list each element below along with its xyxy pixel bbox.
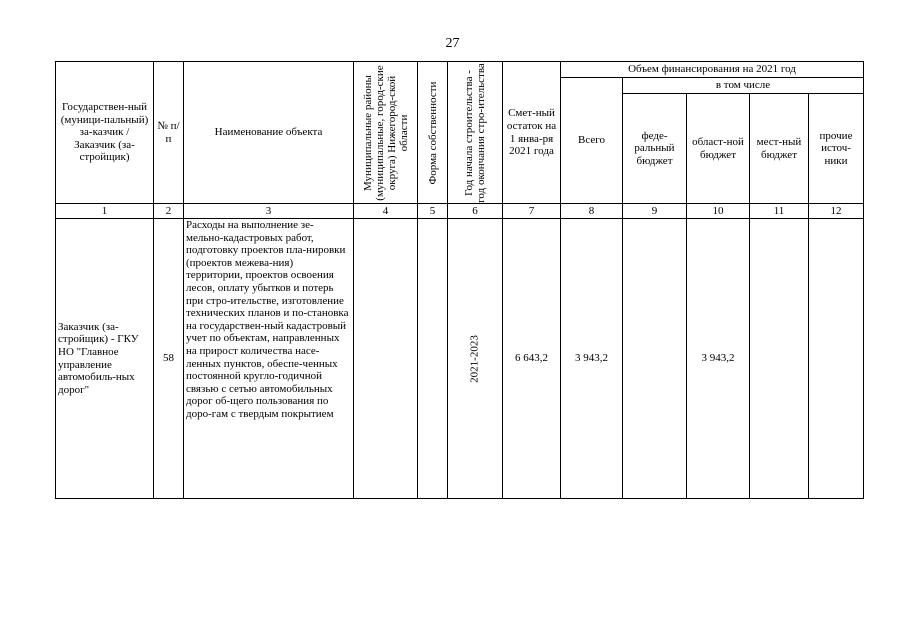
row-regional: 3 943,2: [687, 219, 750, 499]
header-years: [448, 62, 503, 204]
row-federal: [623, 219, 687, 499]
header-customer: Государствен-ный (муници-пальный) за-казчик / Заказчик (за-стройщик): [56, 62, 154, 204]
column-number: 12: [809, 204, 864, 219]
column-number: 2: [154, 204, 184, 219]
row-name: Расходы на выполнение зе-мельно-кадастровых работ, подготовку проектов пла-нировки (проектов межева-ния) территории, проектов освоения лесов, оплату убытков и потерь при стро-ительстве, изготовление технических планов и по-становка на государствен-ный кадастровый учет по объектам, направленных на прирост количества насе-ленных пунктов, обеспе-ченных постоянной кругло-годичной связью с сетью автомобильных дорог об-щего пользования по доро-гам с твердым покрытием: [184, 219, 354, 499]
column-number: 5: [418, 204, 448, 219]
header-name: Наименование объекта: [184, 62, 354, 204]
row-estimate: 6 643,2: [503, 219, 561, 499]
header-estimate: Смет-ный остаток на 1 янва-ря 2021 года: [503, 62, 561, 204]
row-customer: Заказчик (за-стройщик) - ГКУ НО "Главное управление автомобиль-ных дорог": [56, 219, 154, 499]
page-number: 27: [445, 36, 460, 51]
row-total: 3 943,2: [561, 219, 623, 499]
row-years-text: 2021-2023: [468, 334, 481, 383]
header-other: прочие источ-ники: [809, 94, 864, 204]
column-number: 8: [561, 204, 623, 219]
row-num: 58: [154, 219, 184, 499]
header-funding: Объем финансирования на 2021 год: [561, 62, 864, 78]
header-regional: област-ной бюджет: [687, 94, 750, 204]
financing-table: [55, 61, 864, 499]
column-number: 11: [750, 204, 809, 219]
table-row: [56, 219, 864, 499]
header-districts-text: Муниципальные районы (муниципальные, город-ские округа) Нижегород-ской области: [361, 64, 410, 201]
column-number: 10: [687, 204, 750, 219]
column-number: 4: [354, 204, 418, 219]
header-districts: [354, 62, 418, 204]
column-number: 7: [503, 204, 561, 219]
row-ownership: [418, 219, 448, 499]
row-local: [750, 219, 809, 499]
column-number: 6: [448, 204, 503, 219]
column-number: 1: [56, 204, 154, 219]
row-other: [809, 219, 864, 499]
row-years: [448, 219, 503, 499]
header-years-text: Год начала строительства - год окончания стро-ительства: [463, 62, 487, 203]
header-local: мест-ный бюджет: [750, 94, 809, 204]
header-ownership: [418, 62, 448, 204]
row-districts: [354, 219, 418, 499]
header-ownership-text: Форма собственности: [426, 81, 439, 184]
header-including: в том числе: [623, 78, 864, 94]
column-number: 9: [623, 204, 687, 219]
header-federal: феде-ральный бюджет: [623, 94, 687, 204]
header-num: № п/п: [154, 62, 184, 204]
header-total: Всего: [561, 78, 623, 204]
column-number: 3: [184, 204, 354, 219]
